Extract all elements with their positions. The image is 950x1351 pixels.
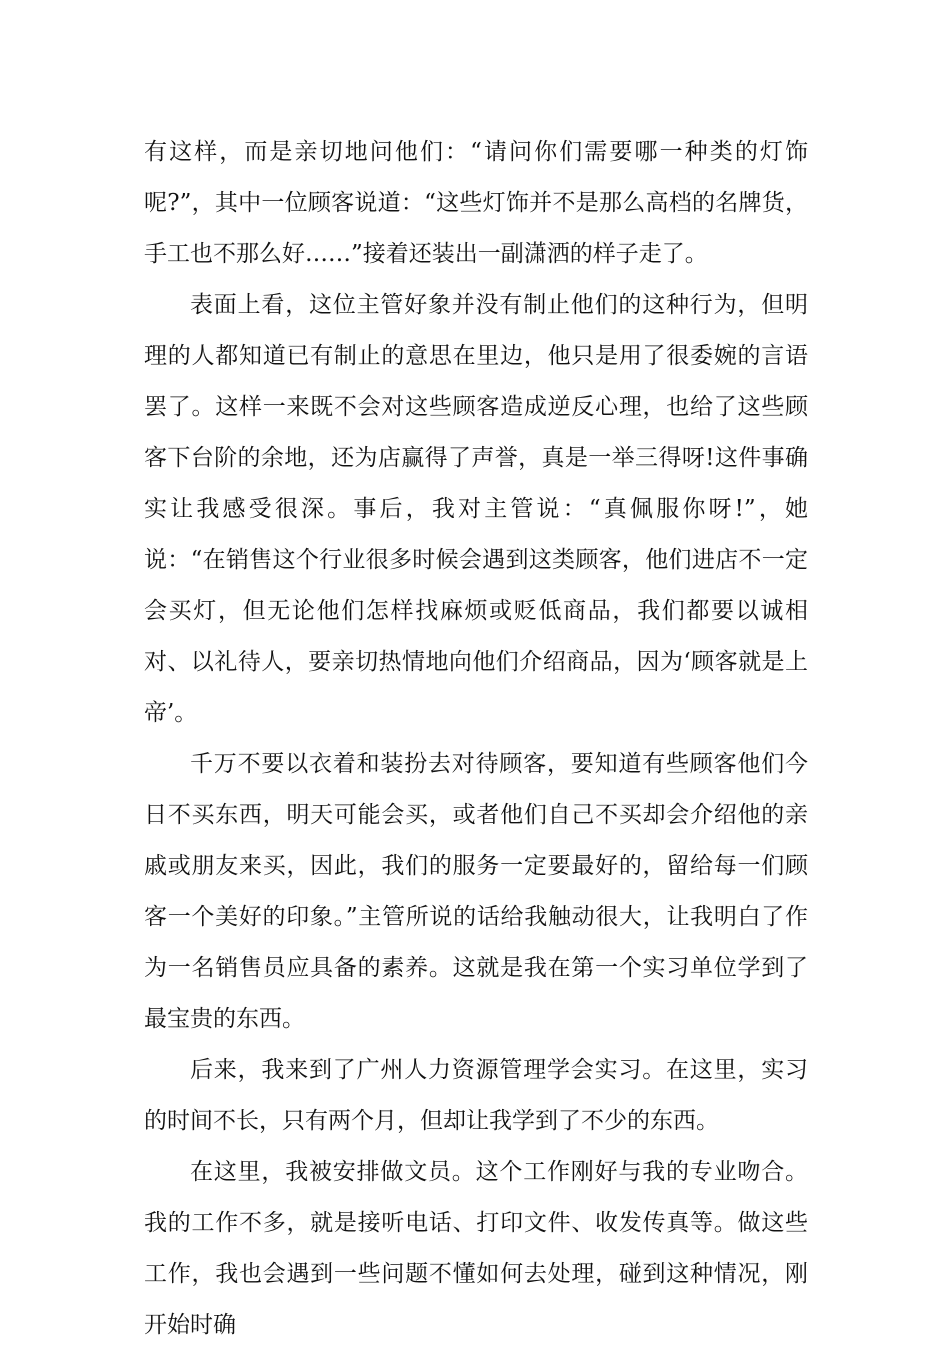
- body-text: [144, 127, 808, 1351]
- paragraph-3: 千万不要以衣着和装扮去对待顾客，要知道有些顾客他们今日不买东西，明天可能会买，或者他们自己不买却会介绍他的亲戚或朋友来买，因此，我们的服务一定要最好的，留给每一们顾客一个美好的印象。”主管所说的话给我触动很大，让我明白了作为一名销售员应具备的素养。这就是我在第一个实习单位学到了最宝贵的东西。: [144, 751, 808, 1032]
- paragraph-5: 在这里，我被安排做文员。这个工作刚好与我的专业吻合。我的工作不多，就是接听电话、打印文件、收发传真等。做这些工作，我也会遇到一些问题不懂如何去处理，碰到这种情况，刚开始时确: [144, 1159, 808, 1338]
- paragraph-2: 表面上看，这位主管好象并没有制止他们的这种行为，但明理的人都知道已有制止的意思在里边，他只是用了很委婉的言语罢了。这样一来既不会对这些顾客造成逆反心理，也给了这些顾客下台阶的余地，还为店赢得了声誉，真是一举三得呀!这件事确实让我感受很深。事后，我对主管说：“真佩服你呀!”，她说：“在销售这个行业很多时候会遇到这类顾客，他们进店不一定会买灯，但无论他们怎样找麻烦或贬低商品，我们都要以诚相对、以礼待人，要亲切热情地向他们介绍商品，因为‘顾客就是上帝’。: [144, 292, 808, 726]
- paragraph-4: 后来，我来到了广州人力资源管理学会实习。在这里，实习的时间不长，只有两个月，但却让我学到了不少的东西。: [144, 1057, 808, 1134]
- paragraph-1: 有这样，而是亲切地问他们：“请问你们需要哪一种类的灯饰呢?”，其中一位顾客说道：“这些灯饰并不是那么高档的名牌货，手工也不那么好……”接着还装出一副潇洒的样子走了。: [144, 139, 808, 267]
